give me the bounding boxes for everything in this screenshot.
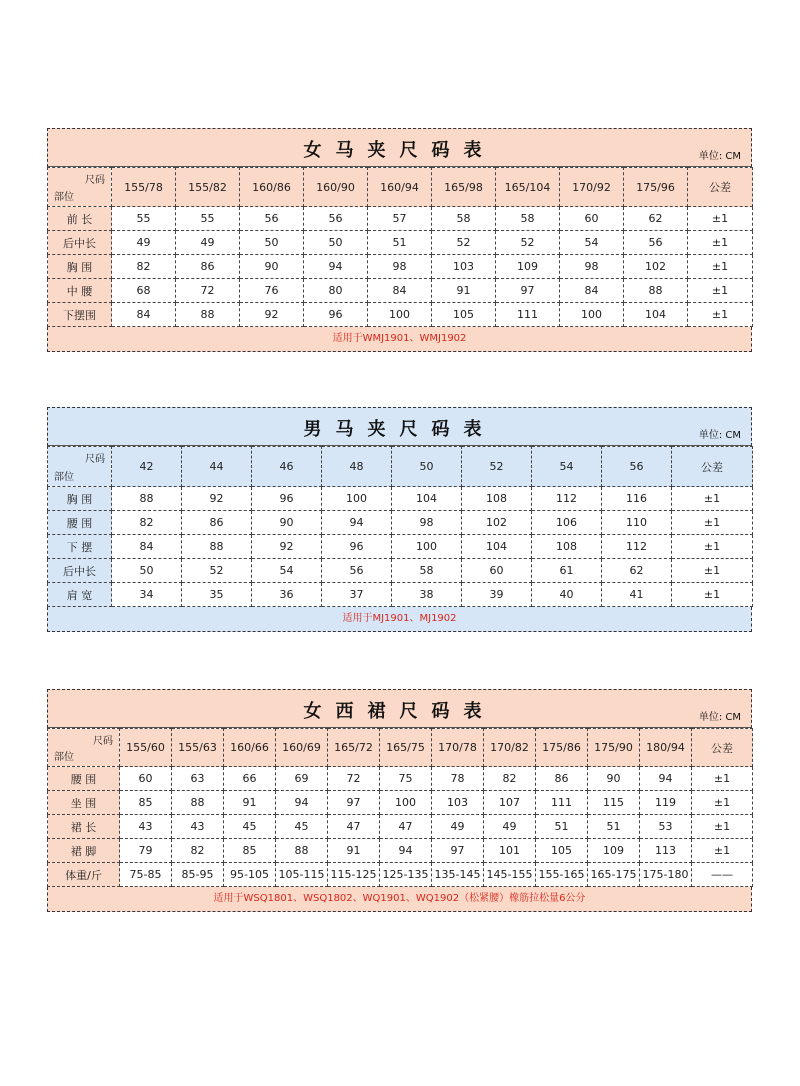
row-label: 后中长 — [48, 559, 112, 583]
cell: 104 — [392, 487, 462, 511]
part-axis-label: 部位 — [54, 752, 74, 763]
cell: 75 — [380, 767, 432, 791]
cell: 84 — [560, 279, 624, 303]
cell: 86 — [536, 767, 588, 791]
cell: 61 — [532, 559, 602, 583]
size-header: 56 — [602, 447, 672, 487]
size-header: 155/78 — [112, 168, 176, 207]
size-header: 170/78 — [432, 729, 484, 767]
cell: 79 — [120, 839, 172, 863]
cell: 40 — [532, 583, 602, 607]
row-label: 腰 围 — [48, 767, 120, 791]
cell: 112 — [532, 487, 602, 511]
cell: 49 — [112, 231, 176, 255]
size-header: 160/94 — [368, 168, 432, 207]
row-label: 后中长 — [48, 231, 112, 255]
cell: 95-105 — [224, 863, 276, 887]
table-row — [48, 255, 753, 279]
cell: 88 — [176, 303, 240, 327]
cell: 72 — [328, 767, 380, 791]
cell: 119 — [640, 791, 692, 815]
womens-skirt-size-table — [47, 689, 752, 912]
row-label: 胸 围 — [48, 255, 112, 279]
applicable-note: 适用于MJ1901、MJ1902 — [47, 607, 752, 632]
cell: 60 — [462, 559, 532, 583]
cell: 34 — [112, 583, 182, 607]
tolerance-header: 公差 — [692, 729, 753, 767]
tolerance-header: 公差 — [672, 447, 753, 487]
size-header: 160/69 — [276, 729, 328, 767]
cell: 115-125 — [328, 863, 380, 887]
cell: 37 — [322, 583, 392, 607]
cell: 45 — [276, 815, 328, 839]
cell: 111 — [536, 791, 588, 815]
cell: 68 — [112, 279, 176, 303]
table-title: 男马夹尺码表 — [303, 419, 496, 440]
cell: 91 — [328, 839, 380, 863]
cell: 49 — [176, 231, 240, 255]
table-row — [48, 487, 753, 511]
cell: 88 — [182, 535, 252, 559]
cell: 103 — [432, 791, 484, 815]
size-axis-label: 尺码 — [93, 736, 113, 747]
cell: 58 — [432, 207, 496, 231]
row-label: 下 摆 — [48, 535, 112, 559]
size-header: 165/104 — [496, 168, 560, 207]
size-header: 165/72 — [328, 729, 380, 767]
cell: 109 — [496, 255, 560, 279]
table-row — [48, 815, 753, 839]
size-header: 170/82 — [484, 729, 536, 767]
cell: 38 — [392, 583, 462, 607]
row-label: 裙 长 — [48, 815, 120, 839]
cell: 105-115 — [276, 863, 328, 887]
cell: 98 — [560, 255, 624, 279]
size-header: 46 — [252, 447, 322, 487]
cell: 112 — [602, 535, 672, 559]
cell: 39 — [462, 583, 532, 607]
cell: 98 — [392, 511, 462, 535]
applicable-note: 适用于WMJ1901、WMJ1902 — [47, 327, 752, 352]
cell: 94 — [304, 255, 368, 279]
cell: 88 — [112, 487, 182, 511]
size-header: 54 — [532, 447, 602, 487]
cell: 100 — [392, 535, 462, 559]
table-title: 女西裙尺码表 — [303, 701, 496, 722]
cell: 51 — [368, 231, 432, 255]
cell: 85 — [120, 791, 172, 815]
cell: 115 — [588, 791, 640, 815]
cell: 72 — [176, 279, 240, 303]
cell: 113 — [640, 839, 692, 863]
cell: 92 — [182, 487, 252, 511]
tolerance-cell: ±1 — [672, 583, 753, 607]
cell: 105 — [432, 303, 496, 327]
cell: 88 — [276, 839, 328, 863]
size-axis-label: 尺码 — [85, 454, 105, 465]
table-header — [47, 407, 752, 446]
tolerance-header: 公差 — [688, 168, 753, 207]
size-header: 50 — [392, 447, 462, 487]
cell: 55 — [112, 207, 176, 231]
cell: 49 — [432, 815, 484, 839]
size-header: 52 — [462, 447, 532, 487]
size-header: 170/92 — [560, 168, 624, 207]
cell: 52 — [182, 559, 252, 583]
table-row — [48, 207, 753, 231]
cell: 45 — [224, 815, 276, 839]
cell: 53 — [640, 815, 692, 839]
cell: 103 — [432, 255, 496, 279]
cell: 108 — [462, 487, 532, 511]
cell: 60 — [560, 207, 624, 231]
cell: 125-135 — [380, 863, 432, 887]
cell: 92 — [252, 535, 322, 559]
cell: 52 — [432, 231, 496, 255]
unit-label: 单位: CM — [698, 430, 741, 441]
size-grid — [47, 167, 753, 327]
row-label: 坐 围 — [48, 791, 120, 815]
cell: 84 — [112, 535, 182, 559]
cell: 94 — [640, 767, 692, 791]
cell: 35 — [182, 583, 252, 607]
cell: 155-165 — [536, 863, 588, 887]
size-header: 155/82 — [176, 168, 240, 207]
cell: 57 — [368, 207, 432, 231]
cell: 90 — [252, 511, 322, 535]
size-header: 160/66 — [224, 729, 276, 767]
cell: 100 — [560, 303, 624, 327]
cell: 82 — [112, 511, 182, 535]
table-header — [47, 689, 752, 728]
tolerance-cell: ±1 — [692, 767, 753, 791]
size-header: 165/75 — [380, 729, 432, 767]
cell: 58 — [496, 207, 560, 231]
size-header: 160/90 — [304, 168, 368, 207]
cell: 165-175 — [588, 863, 640, 887]
table-row — [48, 583, 753, 607]
unit-label: 单位: CM — [698, 151, 741, 162]
cell: 116 — [602, 487, 672, 511]
cell: 92 — [240, 303, 304, 327]
applicable-note: 适用于WSQ1801、WSQ1802、WQ1901、WQ1902（松紧腰）橡筋拉松量6公分 — [47, 887, 752, 912]
tolerance-cell: ±1 — [688, 207, 753, 231]
cell: 86 — [182, 511, 252, 535]
cell: 63 — [172, 767, 224, 791]
tolerance-cell: —— — [692, 863, 753, 887]
cell: 108 — [532, 535, 602, 559]
size-header: 155/60 — [120, 729, 172, 767]
tolerance-cell: ±1 — [688, 303, 753, 327]
cell: 97 — [432, 839, 484, 863]
cell: 102 — [624, 255, 688, 279]
size-header: 48 — [322, 447, 392, 487]
cell: 62 — [602, 559, 672, 583]
cell: 175-180 — [640, 863, 692, 887]
cell: 104 — [624, 303, 688, 327]
row-label: 肩 宽 — [48, 583, 112, 607]
cell: 100 — [368, 303, 432, 327]
cell: 145-155 — [484, 863, 536, 887]
cell: 90 — [588, 767, 640, 791]
tolerance-cell: ±1 — [672, 535, 753, 559]
size-header: 42 — [112, 447, 182, 487]
table-row — [48, 231, 753, 255]
womens-vest-size-table — [47, 128, 752, 352]
cell: 47 — [328, 815, 380, 839]
corner-cell — [48, 168, 112, 207]
cell: 50 — [240, 231, 304, 255]
cell: 56 — [240, 207, 304, 231]
cell: 85 — [224, 839, 276, 863]
cell: 84 — [112, 303, 176, 327]
row-label: 胸 围 — [48, 487, 112, 511]
cell: 110 — [602, 511, 672, 535]
tolerance-cell: ±1 — [692, 791, 753, 815]
size-header: 44 — [182, 447, 252, 487]
cell: 49 — [484, 815, 536, 839]
size-axis-label: 尺码 — [85, 175, 105, 186]
row-label: 腰 围 — [48, 511, 112, 535]
size-header: 175/96 — [624, 168, 688, 207]
size-header: 175/86 — [536, 729, 588, 767]
cell: 69 — [276, 767, 328, 791]
size-header: 155/63 — [172, 729, 224, 767]
cell: 90 — [240, 255, 304, 279]
cell: 86 — [176, 255, 240, 279]
row-label: 裙 脚 — [48, 839, 120, 863]
cell: 62 — [624, 207, 688, 231]
cell: 56 — [322, 559, 392, 583]
cell: 54 — [252, 559, 322, 583]
cell: 43 — [120, 815, 172, 839]
size-header: 180/94 — [640, 729, 692, 767]
size-header: 160/86 — [240, 168, 304, 207]
cell: 91 — [224, 791, 276, 815]
corner-cell — [48, 447, 112, 487]
table-row — [48, 535, 753, 559]
cell: 36 — [252, 583, 322, 607]
cell: 94 — [276, 791, 328, 815]
row-label: 中 腰 — [48, 279, 112, 303]
cell: 107 — [484, 791, 536, 815]
size-header: 175/90 — [588, 729, 640, 767]
cell: 101 — [484, 839, 536, 863]
tolerance-cell: ±1 — [692, 815, 753, 839]
tolerance-cell: ±1 — [672, 511, 753, 535]
size-grid — [47, 728, 753, 887]
cell: 66 — [224, 767, 276, 791]
unit-label: 单位: CM — [698, 712, 741, 723]
cell: 111 — [496, 303, 560, 327]
cell: 80 — [304, 279, 368, 303]
cell: 96 — [252, 487, 322, 511]
corner-cell — [48, 729, 120, 767]
cell: 109 — [588, 839, 640, 863]
cell: 135-145 — [432, 863, 484, 887]
cell: 84 — [368, 279, 432, 303]
cell: 56 — [624, 231, 688, 255]
cell: 51 — [588, 815, 640, 839]
part-axis-label: 部位 — [54, 192, 74, 203]
table-row — [48, 791, 753, 815]
cell: 96 — [322, 535, 392, 559]
row-label: 下摆围 — [48, 303, 112, 327]
cell: 82 — [172, 839, 224, 863]
cell: 91 — [432, 279, 496, 303]
cell: 76 — [240, 279, 304, 303]
row-label: 体重/斤 — [48, 863, 120, 887]
cell: 78 — [432, 767, 484, 791]
table-title: 女马夹尺码表 — [303, 140, 496, 161]
cell: 82 — [112, 255, 176, 279]
cell: 106 — [532, 511, 602, 535]
cell: 75-85 — [120, 863, 172, 887]
cell: 88 — [624, 279, 688, 303]
tolerance-cell: ±1 — [688, 255, 753, 279]
cell: 85-95 — [172, 863, 224, 887]
tolerance-cell: ±1 — [688, 279, 753, 303]
cell: 55 — [176, 207, 240, 231]
table-row — [48, 559, 753, 583]
size-header: 165/98 — [432, 168, 496, 207]
cell: 43 — [172, 815, 224, 839]
cell: 98 — [368, 255, 432, 279]
cell: 96 — [304, 303, 368, 327]
cell: 56 — [304, 207, 368, 231]
cell: 41 — [602, 583, 672, 607]
table-header — [47, 128, 752, 167]
tolerance-cell: ±1 — [672, 559, 753, 583]
cell: 104 — [462, 535, 532, 559]
cell: 100 — [322, 487, 392, 511]
cell: 50 — [304, 231, 368, 255]
cell: 97 — [328, 791, 380, 815]
mens-vest-size-table — [47, 407, 752, 632]
cell: 100 — [380, 791, 432, 815]
cell: 51 — [536, 815, 588, 839]
row-label: 前 长 — [48, 207, 112, 231]
cell: 54 — [560, 231, 624, 255]
table-row — [48, 767, 753, 791]
table-row — [48, 863, 753, 887]
cell: 60 — [120, 767, 172, 791]
table-row — [48, 279, 753, 303]
cell: 105 — [536, 839, 588, 863]
part-axis-label: 部位 — [54, 472, 74, 483]
cell: 58 — [392, 559, 462, 583]
cell: 102 — [462, 511, 532, 535]
tolerance-cell: ±1 — [692, 839, 753, 863]
tolerance-cell: ±1 — [672, 487, 753, 511]
table-row — [48, 303, 753, 327]
cell: 88 — [172, 791, 224, 815]
table-row — [48, 511, 753, 535]
size-grid — [47, 446, 753, 607]
cell: 50 — [112, 559, 182, 583]
cell: 97 — [496, 279, 560, 303]
cell: 82 — [484, 767, 536, 791]
cell: 94 — [322, 511, 392, 535]
cell: 52 — [496, 231, 560, 255]
cell: 47 — [380, 815, 432, 839]
tolerance-cell: ±1 — [688, 231, 753, 255]
table-row — [48, 839, 753, 863]
cell: 94 — [380, 839, 432, 863]
